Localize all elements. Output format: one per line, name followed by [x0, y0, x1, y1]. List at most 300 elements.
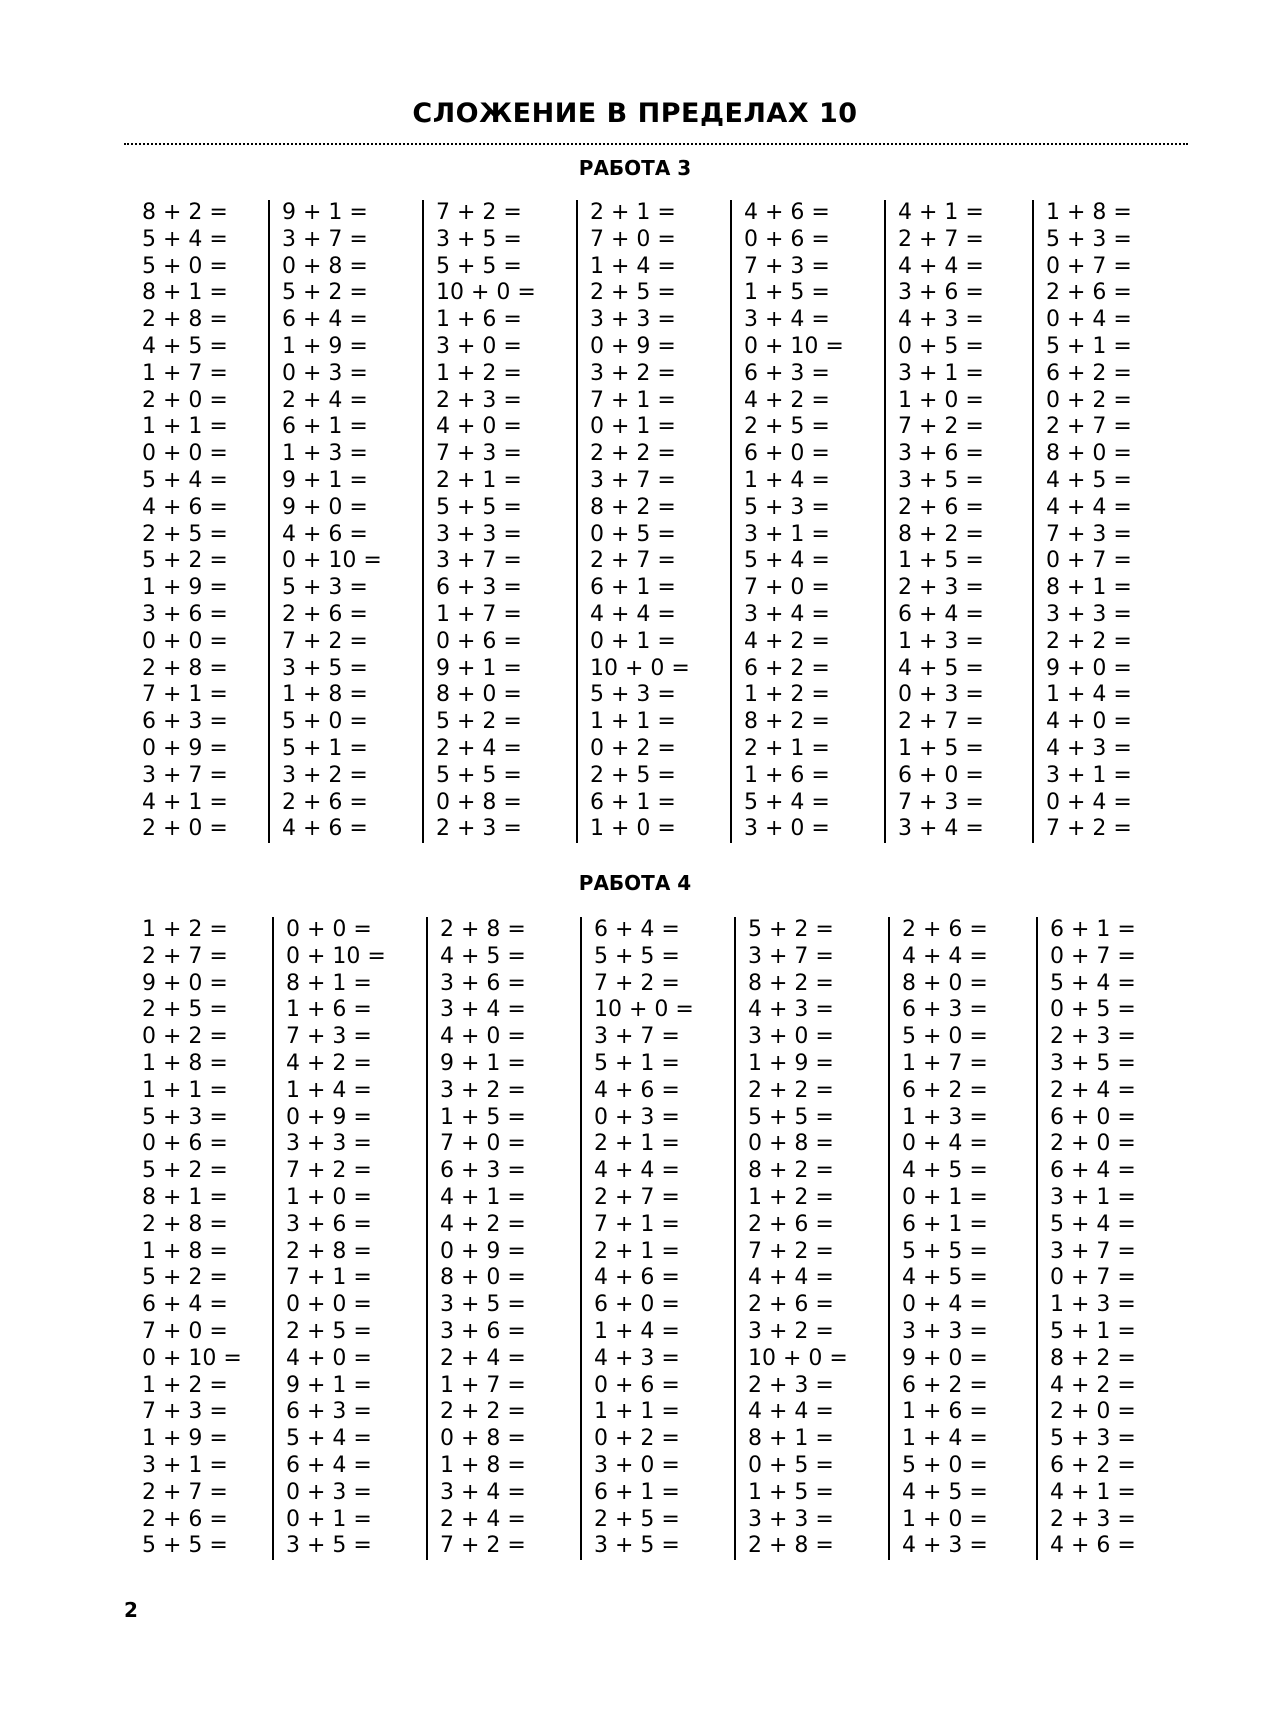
exercise-item: 5 + 1 = — [1050, 1318, 1136, 1344]
exercise-item: 1 + 8 = — [440, 1452, 526, 1478]
exercise-item: 5 + 5 = — [142, 1533, 228, 1559]
exercise-item: 6 + 1 = — [590, 575, 676, 601]
page-title: СЛОЖЕНИЕ В ПРЕДЕЛАХ 10 — [412, 98, 858, 129]
exercise-item: 6 + 4 = — [286, 1452, 372, 1478]
exercise-item: 6 + 2 = — [902, 1372, 988, 1398]
exercise-item: 0 + 6 = — [142, 1131, 228, 1157]
exercise-column — [1036, 917, 1170, 1560]
exercise-item: 4 + 6 = — [282, 816, 368, 842]
exercise-item: 2 + 8 = — [748, 1533, 834, 1559]
exercise-item: 8 + 1 = — [286, 970, 372, 996]
exercise-item: 2 + 5 = — [142, 521, 228, 547]
exercise-item: 2 + 6 = — [282, 601, 368, 627]
exercise-item: 3 + 5 = — [282, 655, 368, 681]
exercise-item: 3 + 1 = — [1050, 1184, 1136, 1210]
exercise-column — [1032, 200, 1170, 843]
exercise-item: 4 + 1 = — [142, 789, 228, 815]
exercise-item: 6 + 1 = — [902, 1211, 988, 1237]
exercise-item: 3 + 6 = — [142, 601, 228, 627]
exercise-item: 4 + 4 = — [898, 253, 984, 279]
exercise-item: 5 + 4 = — [286, 1426, 372, 1452]
exercise-item: 3 + 6 = — [898, 441, 984, 467]
exercise-item: 9 + 0 = — [142, 970, 228, 996]
exercise-item: 4 + 6 = — [1050, 1533, 1136, 1559]
exercise-item: 0 + 10 = — [282, 548, 382, 574]
exercise-item: 5 + 4 = — [744, 789, 830, 815]
exercise-item: 2 + 2 = — [440, 1399, 526, 1425]
exercise-item: 0 + 3 = — [898, 682, 984, 708]
exercise-column — [884, 200, 1032, 843]
section-heading-work-4: РАБОТА 4 — [578, 871, 692, 895]
exercise-item: 7 + 1 = — [286, 1265, 372, 1291]
exercise-item: 7 + 0 = — [142, 1318, 228, 1344]
exercise-column — [730, 200, 884, 843]
exercise-item: 2 + 6 = — [902, 917, 988, 942]
exercise-item: 6 + 2 = — [1050, 1452, 1136, 1478]
exercise-item: 4 + 0 = — [286, 1345, 372, 1371]
exercise-item: 1 + 1 = — [142, 414, 228, 440]
exercise-item: 4 + 4 = — [590, 601, 676, 627]
exercise-item: 5 + 2 = — [142, 1265, 228, 1291]
exercise-item: 0 + 7 = — [1050, 1265, 1136, 1291]
exercise-item: 5 + 2 = — [748, 917, 834, 942]
exercise-item: 8 + 1 = — [142, 1184, 228, 1210]
exercise-item: 1 + 6 = — [436, 307, 522, 333]
exercise-item: 4 + 4 = — [1046, 494, 1132, 520]
exercise-item: 0 + 1 = — [590, 628, 676, 654]
exercise-item: 4 + 5 = — [902, 1479, 988, 1505]
exercise-item: 3 + 0 = — [436, 333, 522, 359]
exercise-item: 10 + 0 = — [594, 997, 694, 1023]
exercise-item: 2 + 6 = — [748, 1211, 834, 1237]
exercise-item: 0 + 3 = — [282, 360, 368, 386]
exercise-item: 3 + 6 = — [440, 970, 526, 996]
exercise-item: 3 + 4 = — [898, 816, 984, 842]
exercise-item: 6 + 2 = — [744, 655, 830, 681]
exercise-item: 3 + 5 = — [898, 467, 984, 493]
exercise-item: 4 + 0 = — [440, 1024, 526, 1050]
dotted-divider — [124, 143, 1188, 145]
exercise-column — [130, 917, 272, 1560]
exercise-item: 6 + 4 = — [594, 917, 680, 942]
exercise-item: 2 + 2 = — [1046, 628, 1132, 654]
exercise-item: 0 + 2 = — [594, 1426, 680, 1452]
exercise-item: 7 + 1 = — [142, 682, 228, 708]
exercise-item: 7 + 2 = — [1046, 816, 1132, 842]
exercise-item: 3 + 1 = — [744, 521, 830, 547]
exercise-item: 2 + 5 = — [594, 1506, 680, 1532]
exercise-item: 3 + 5 = — [286, 1533, 372, 1559]
exercise-item: 0 + 4 = — [902, 1131, 988, 1157]
exercise-item: 4 + 3 = — [1046, 735, 1132, 761]
exercise-item: 2 + 0 = — [142, 387, 228, 413]
exercise-item: 7 + 1 = — [594, 1211, 680, 1237]
exercise-item: 3 + 7 = — [282, 226, 368, 252]
exercise-item: 0 + 0 = — [286, 917, 372, 942]
exercise-item: 2 + 5 = — [142, 997, 228, 1023]
exercise-item: 7 + 0 = — [744, 575, 830, 601]
exercise-item: 0 + 5 = — [898, 333, 984, 359]
exercise-item: 3 + 2 = — [282, 762, 368, 788]
exercise-item: 7 + 3 = — [436, 441, 522, 467]
exercise-item: 9 + 0 = — [902, 1345, 988, 1371]
exercise-item: 4 + 3 = — [898, 307, 984, 333]
exercise-item: 1 + 7 = — [436, 601, 522, 627]
exercise-item: 5 + 4 = — [744, 548, 830, 574]
exercise-item: 2 + 3 = — [748, 1372, 834, 1398]
exercise-item: 6 + 2 = — [1046, 360, 1132, 386]
exercise-item: 3 + 6 = — [286, 1211, 372, 1237]
exercise-item: 5 + 3 = — [1050, 1426, 1136, 1452]
page-number: 2 — [124, 1598, 138, 1622]
exercise-item: 0 + 1 = — [902, 1184, 988, 1210]
exercise-item: 3 + 7 = — [436, 548, 522, 574]
exercise-item: 9 + 0 = — [1046, 655, 1132, 681]
exercise-item: 0 + 4 = — [902, 1292, 988, 1318]
exercise-item: 4 + 0 = — [1046, 709, 1132, 735]
exercise-item: 4 + 6 = — [744, 200, 830, 225]
exercise-item: 3 + 2 = — [748, 1318, 834, 1344]
exercise-item: 0 + 5 = — [590, 521, 676, 547]
exercise-item: 2 + 6 = — [142, 1506, 228, 1532]
exercise-item: 7 + 3 = — [142, 1399, 228, 1425]
exercise-item: 2 + 4 = — [436, 735, 522, 761]
exercise-item: 2 + 7 = — [898, 709, 984, 735]
exercise-item: 1 + 9 = — [142, 1426, 228, 1452]
exercise-item: 5 + 5 = — [436, 494, 522, 520]
exercise-item: 5 + 4 = — [1050, 1211, 1136, 1237]
exercise-item: 1 + 4 = — [902, 1426, 988, 1452]
exercise-grid-work-3 — [130, 200, 1170, 843]
exercise-item: 6 + 0 = — [744, 441, 830, 467]
exercise-column — [426, 917, 580, 1560]
exercise-item: 6 + 3 = — [436, 575, 522, 601]
exercise-item: 2 + 4 = — [1050, 1077, 1136, 1103]
exercise-item: 0 + 5 = — [748, 1452, 834, 1478]
exercise-item: 6 + 1 = — [590, 789, 676, 815]
exercise-item: 8 + 0 = — [1046, 441, 1132, 467]
exercise-item: 3 + 4 = — [440, 1479, 526, 1505]
exercise-item: 10 + 0 = — [748, 1345, 848, 1371]
exercise-item: 3 + 5 = — [440, 1292, 526, 1318]
exercise-item: 2 + 7 = — [590, 548, 676, 574]
exercise-item: 1 + 8 = — [282, 682, 368, 708]
exercise-item: 2 + 8 = — [142, 307, 228, 333]
exercise-item: 8 + 0 = — [902, 970, 988, 996]
exercise-item: 4 + 6 = — [594, 1265, 680, 1291]
exercise-item: 2 + 7 = — [142, 943, 228, 969]
exercise-item: 7 + 3 = — [286, 1024, 372, 1050]
exercise-item: 0 + 3 = — [286, 1479, 372, 1505]
exercise-item: 0 + 7 = — [1046, 253, 1132, 279]
exercise-column — [576, 200, 730, 843]
exercise-item: 2 + 5 = — [744, 414, 830, 440]
exercise-item: 2 + 7 = — [142, 1479, 228, 1505]
exercise-item: 2 + 2 = — [748, 1077, 834, 1103]
exercise-item: 2 + 8 = — [142, 1211, 228, 1237]
exercise-item: 2 + 3 = — [898, 575, 984, 601]
exercise-item: 1 + 0 = — [590, 816, 676, 842]
exercise-item: 2 + 7 = — [594, 1184, 680, 1210]
exercise-item: 3 + 1 = — [1046, 762, 1132, 788]
exercise-item: 6 + 4 = — [898, 601, 984, 627]
exercise-item: 7 + 1 = — [590, 387, 676, 413]
exercise-item: 0 + 1 = — [590, 414, 676, 440]
exercise-item: 4 + 5 = — [142, 333, 228, 359]
exercise-item: 1 + 2 = — [436, 360, 522, 386]
exercise-item: 5 + 0 = — [902, 1024, 988, 1050]
exercise-item: 3 + 0 = — [744, 816, 830, 842]
exercise-item: 4 + 3 = — [902, 1533, 988, 1559]
exercise-item: 5 + 5 = — [436, 762, 522, 788]
exercise-item: 1 + 5 = — [898, 735, 984, 761]
exercise-item: 8 + 2 = — [898, 521, 984, 547]
exercise-item: 2 + 1 = — [594, 1238, 680, 1264]
exercise-item: 2 + 7 = — [898, 226, 984, 252]
exercise-item: 7 + 3 = — [744, 253, 830, 279]
exercise-item: 1 + 2 = — [142, 917, 228, 942]
exercise-item: 0 + 9 = — [590, 333, 676, 359]
exercise-item: 1 + 7 = — [142, 360, 228, 386]
exercise-item: 4 + 2 = — [744, 387, 830, 413]
exercise-item: 3 + 1 = — [898, 360, 984, 386]
exercise-item: 4 + 2 = — [286, 1050, 372, 1076]
exercise-item: 0 + 2 = — [1046, 387, 1132, 413]
exercise-item: 7 + 0 = — [440, 1131, 526, 1157]
exercise-item: 4 + 0 = — [436, 414, 522, 440]
exercise-item: 2 + 7 = — [1046, 414, 1132, 440]
exercise-item: 4 + 1 = — [1050, 1479, 1136, 1505]
exercise-item: 5 + 5 = — [594, 943, 680, 969]
exercise-item: 2 + 1 = — [594, 1131, 680, 1157]
exercise-item: 2 + 3 = — [1050, 1506, 1136, 1532]
exercise-item: 2 + 0 = — [142, 816, 228, 842]
exercise-item: 3 + 6 = — [440, 1318, 526, 1344]
exercise-item: 4 + 4 = — [748, 1399, 834, 1425]
exercise-item: 7 + 2 = — [898, 414, 984, 440]
exercise-item: 5 + 2 = — [436, 709, 522, 735]
exercise-item: 0 + 7 = — [1050, 943, 1136, 969]
exercise-item: 2 + 4 = — [440, 1345, 526, 1371]
exercise-item: 9 + 1 = — [440, 1050, 526, 1076]
exercise-item: 3 + 1 = — [142, 1452, 228, 1478]
exercise-item: 3 + 2 = — [440, 1077, 526, 1103]
exercise-item: 9 + 0 = — [282, 494, 368, 520]
exercise-item: 6 + 2 = — [902, 1077, 988, 1103]
exercise-item: 5 + 5 = — [436, 253, 522, 279]
exercise-item: 8 + 2 = — [142, 200, 228, 225]
exercise-item: 6 + 0 = — [594, 1292, 680, 1318]
exercise-item: 5 + 3 = — [744, 494, 830, 520]
exercise-item: 2 + 2 = — [590, 441, 676, 467]
exercise-item: 0 + 0 = — [142, 441, 228, 467]
exercise-item: 3 + 0 = — [594, 1452, 680, 1478]
exercise-item: 4 + 5 = — [898, 655, 984, 681]
exercise-item: 2 + 0 = — [1050, 1131, 1136, 1157]
exercise-item: 1 + 2 = — [748, 1184, 834, 1210]
exercise-item: 6 + 1 = — [282, 414, 368, 440]
exercise-item: 1 + 8 = — [142, 1050, 228, 1076]
exercise-item: 9 + 1 = — [282, 200, 368, 225]
exercise-item: 0 + 8 = — [436, 789, 522, 815]
exercise-item: 2 + 1 = — [436, 467, 522, 493]
exercise-item: 3 + 4 = — [440, 997, 526, 1023]
exercise-item: 0 + 3 = — [594, 1104, 680, 1130]
exercise-item: 7 + 3 = — [1046, 521, 1132, 547]
exercise-item: 1 + 4 = — [1046, 682, 1132, 708]
exercise-item: 3 + 3 = — [590, 307, 676, 333]
exercise-item: 3 + 3 = — [902, 1318, 988, 1344]
exercise-item: 3 + 5 = — [594, 1533, 680, 1559]
exercise-item: 8 + 2 = — [748, 1158, 834, 1184]
exercise-item: 4 + 4 = — [748, 1265, 834, 1291]
exercise-item: 1 + 3 = — [898, 628, 984, 654]
exercise-item: 1 + 1 = — [594, 1399, 680, 1425]
exercise-item: 4 + 1 = — [440, 1184, 526, 1210]
exercise-item: 0 + 10 = — [286, 943, 386, 969]
exercise-item: 9 + 1 = — [286, 1372, 372, 1398]
exercise-item: 0 + 8 = — [282, 253, 368, 279]
exercise-item: 5 + 4 = — [142, 226, 228, 252]
exercise-item: 0 + 4 = — [1046, 789, 1132, 815]
exercise-item: 2 + 6 = — [748, 1292, 834, 1318]
exercise-column — [580, 917, 734, 1560]
exercise-item: 0 + 1 = — [286, 1506, 372, 1532]
exercise-item: 1 + 6 = — [902, 1399, 988, 1425]
exercise-item: 2 + 8 = — [440, 917, 526, 942]
exercise-item: 2 + 1 = — [590, 200, 676, 225]
exercise-item: 1 + 9 = — [748, 1050, 834, 1076]
exercise-item: 5 + 0 = — [282, 709, 368, 735]
exercise-item: 1 + 7 = — [440, 1372, 526, 1398]
exercise-item: 4 + 5 = — [1046, 467, 1132, 493]
exercise-item: 1 + 4 = — [286, 1077, 372, 1103]
exercise-item: 3 + 3 = — [436, 521, 522, 547]
exercise-item: 5 + 3 = — [590, 682, 676, 708]
exercise-item: 4 + 2 = — [744, 628, 830, 654]
exercise-item: 4 + 3 = — [594, 1345, 680, 1371]
exercise-item: 0 + 0 = — [142, 628, 228, 654]
exercise-item: 3 + 7 = — [748, 943, 834, 969]
exercise-item: 1 + 0 = — [902, 1506, 988, 1532]
exercise-item: 5 + 4 = — [142, 467, 228, 493]
exercise-item: 1 + 0 = — [898, 387, 984, 413]
exercise-item: 3 + 4 = — [744, 307, 830, 333]
exercise-item: 1 + 0 = — [286, 1184, 372, 1210]
exercise-item: 0 + 6 = — [436, 628, 522, 654]
exercise-item: 2 + 8 = — [286, 1238, 372, 1264]
exercise-column — [272, 917, 426, 1560]
exercise-item: 6 + 3 = — [744, 360, 830, 386]
exercise-item: 4 + 3 = — [748, 997, 834, 1023]
exercise-item: 4 + 4 = — [902, 943, 988, 969]
exercise-item: 4 + 5 = — [902, 1158, 988, 1184]
exercise-item: 4 + 6 = — [282, 521, 368, 547]
exercise-item: 9 + 1 = — [436, 655, 522, 681]
exercise-item: 4 + 5 = — [902, 1265, 988, 1291]
exercise-item: 6 + 4 = — [142, 1292, 228, 1318]
exercise-item: 6 + 4 = — [1050, 1158, 1136, 1184]
exercise-item: 2 + 4 = — [282, 387, 368, 413]
exercise-item: 5 + 3 = — [282, 575, 368, 601]
exercise-item: 5 + 1 = — [1046, 333, 1132, 359]
exercise-item: 3 + 7 = — [142, 762, 228, 788]
exercise-item: 6 + 0 = — [1050, 1104, 1136, 1130]
exercise-item: 1 + 7 = — [902, 1050, 988, 1076]
exercise-item: 4 + 4 = — [594, 1158, 680, 1184]
exercise-item: 8 + 2 = — [744, 709, 830, 735]
exercise-item: 4 + 2 = — [1050, 1372, 1136, 1398]
exercise-item: 5 + 2 = — [282, 280, 368, 306]
exercise-item: 1 + 5 = — [898, 548, 984, 574]
exercise-item: 8 + 2 = — [1050, 1345, 1136, 1371]
exercise-item: 6 + 3 = — [286, 1399, 372, 1425]
exercise-item: 5 + 3 = — [1046, 226, 1132, 252]
section-heading-work-3: РАБОТА 3 — [578, 156, 692, 180]
exercise-item: 8 + 1 = — [1046, 575, 1132, 601]
exercise-item: 2 + 3 = — [1050, 1024, 1136, 1050]
exercise-item: 3 + 7 = — [1050, 1238, 1136, 1264]
exercise-item: 0 + 10 = — [142, 1345, 242, 1371]
exercise-item: 0 + 8 = — [748, 1131, 834, 1157]
exercise-item: 2 + 6 = — [1046, 280, 1132, 306]
exercise-item: 2 + 6 = — [282, 789, 368, 815]
exercise-item: 6 + 0 = — [898, 762, 984, 788]
exercise-item: 6 + 1 = — [594, 1479, 680, 1505]
exercise-item: 1 + 1 = — [590, 709, 676, 735]
exercise-item: 2 + 5 = — [590, 762, 676, 788]
exercise-item: 1 + 6 = — [286, 997, 372, 1023]
exercise-item: 8 + 2 = — [748, 970, 834, 996]
exercise-item: 0 + 8 = — [440, 1426, 526, 1452]
exercise-item: 5 + 1 = — [594, 1050, 680, 1076]
exercise-item: 5 + 5 = — [748, 1104, 834, 1130]
exercise-item: 3 + 7 = — [594, 1024, 680, 1050]
exercise-item: 0 + 6 = — [744, 226, 830, 252]
exercise-item: 0 + 9 = — [142, 735, 228, 761]
exercise-item: 2 + 5 = — [286, 1318, 372, 1344]
exercise-grid-work-4 — [130, 917, 1170, 1560]
exercise-item: 3 + 7 = — [590, 467, 676, 493]
exercise-item: 1 + 2 = — [744, 682, 830, 708]
exercise-item: 5 + 3 = — [142, 1104, 228, 1130]
exercise-column — [888, 917, 1036, 1560]
exercise-item: 2 + 5 = — [590, 280, 676, 306]
exercise-item: 3 + 0 = — [748, 1024, 834, 1050]
exercise-item: 3 + 5 = — [436, 226, 522, 252]
exercise-item: 5 + 2 = — [142, 1158, 228, 1184]
exercise-item: 0 + 7 = — [1046, 548, 1132, 574]
exercise-item: 1 + 9 = — [142, 575, 228, 601]
exercise-item: 7 + 2 = — [286, 1158, 372, 1184]
exercise-item: 5 + 2 = — [142, 548, 228, 574]
exercise-item: 2 + 6 = — [898, 494, 984, 520]
exercise-item: 8 + 2 = — [590, 494, 676, 520]
exercise-column — [734, 917, 888, 1560]
exercise-item: 5 + 0 = — [902, 1452, 988, 1478]
exercise-item: 7 + 2 = — [282, 628, 368, 654]
exercise-item: 2 + 4 = — [440, 1506, 526, 1532]
exercise-item: 9 + 1 = — [282, 467, 368, 493]
exercise-item: 7 + 2 = — [748, 1238, 834, 1264]
exercise-item: 0 + 4 = — [1046, 307, 1132, 333]
exercise-item: 4 + 6 = — [142, 494, 228, 520]
exercise-item: 3 + 2 = — [590, 360, 676, 386]
exercise-item: 3 + 4 = — [744, 601, 830, 627]
exercise-item: 10 + 0 = — [436, 280, 536, 306]
exercise-item: 0 + 5 = — [1050, 997, 1136, 1023]
exercise-item: 1 + 5 = — [440, 1104, 526, 1130]
